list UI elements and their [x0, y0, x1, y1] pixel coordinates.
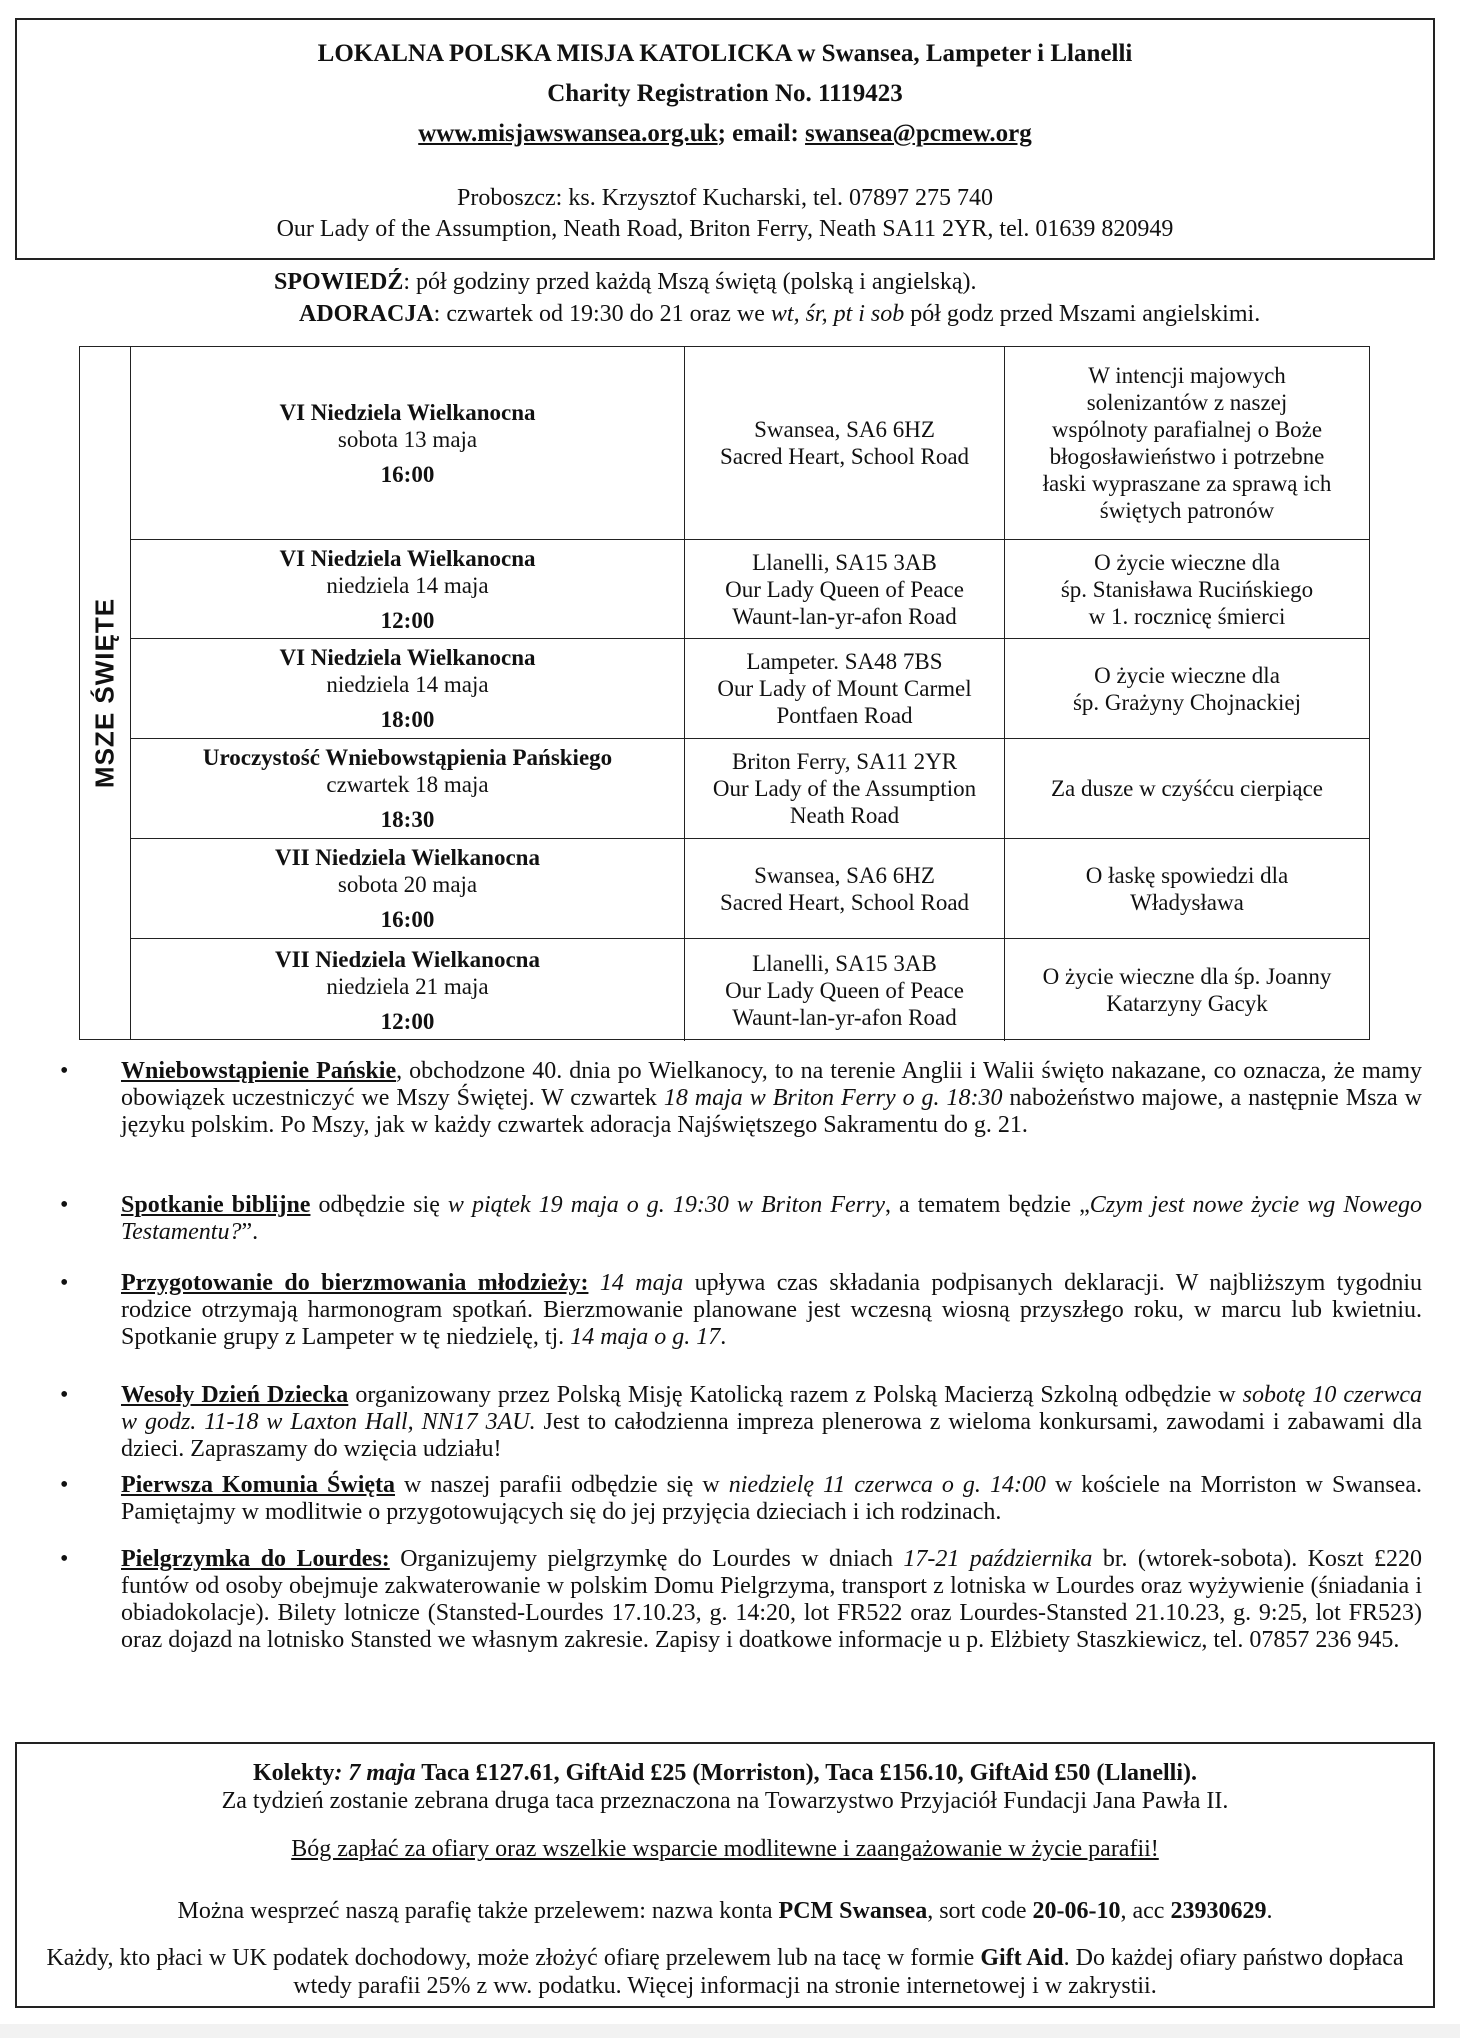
announcement-text: odbędzie się: [310, 1192, 448, 1218]
transfer-text: Można wesprzeć naszą parafię także przelewem: nazwa konta: [177, 1898, 779, 1924]
mass-place-cell: [685, 739, 1005, 838]
adoration-label: ADORACJA: [299, 301, 434, 327]
mass-side-label: MSZE ŚWIĘTE: [89, 597, 120, 789]
email-label: ; email:: [717, 120, 799, 147]
mass-intention-line: błogosławieństwo i potrzebne: [1049, 444, 1325, 469]
mass-date: czwartek 18 maja: [326, 772, 489, 797]
mass-event-cell: [131, 639, 685, 738]
mass-place-line: Our Lady of Mount Carmel: [717, 676, 972, 701]
mass-row: [131, 639, 1369, 739]
mass-intention-line: Za dusze w czyśćcu cierpiące: [1050, 776, 1323, 801]
announcement-emphasis: 14 maja o g. 17: [570, 1324, 721, 1350]
mass-intention-line: solenizantów z naszej: [1086, 390, 1288, 415]
mass-side-column: [80, 347, 131, 1039]
announcement-emphasis: w piątek 19 maja o g. 19:30 w Briton Ferry: [447, 1192, 885, 1218]
announcement-text: w naszej parafii odbędzie się w: [395, 1472, 729, 1498]
mass-place-line: Sacred Heart, School Road: [719, 444, 970, 469]
mass-event-cell: [131, 739, 685, 838]
thanks-note: Bóg zapłać za ofiary oraz wszelkie wsparcie modlitewne i zaangażowanie w życie parafii!: [291, 1836, 1159, 1862]
announcement-text: organizowany przez Polską Misję Katolicką razem z Polską Macierzą Szkolną odbędzie w: [348, 1382, 1243, 1408]
mass-intention-cell: [1005, 939, 1369, 1041]
transfer-text-4: .: [1266, 1898, 1273, 1924]
mass-place-cell: [685, 540, 1005, 638]
mass-place-cell: [685, 839, 1005, 938]
mass-place-line: Briton Ferry, SA11 2YR: [731, 749, 958, 774]
mass-time: 16:00: [380, 461, 435, 487]
mass-intention-line: O życie wieczne dla: [1094, 549, 1280, 575]
mass-row: [131, 839, 1369, 939]
announcement-text: , obchodzone 40. dnia po Wielkanocy, to na terenie Anglii i Walii święto nakazane, co oznacza, że mamy obowiązek uczestniczyć we Mszy Świętej. W czwartek: [121, 1058, 1423, 1111]
bank-transfer-info: [37, 1898, 1413, 1925]
mass-time: 12:00: [380, 1008, 435, 1034]
parish-address: Our Lady of the Assumption, Neath Road, Briton Ferry, Neath SA11 2YR, tel. 01639 820949: [276, 216, 1174, 242]
mass-name: VI Niedziela Wielkanocna: [279, 645, 536, 670]
mass-place-line: Waunt-lan-yr-afon Road: [732, 1004, 957, 1030]
mass-intention-line: łaski wypraszane za sprawą ich: [1042, 471, 1332, 496]
mass-place-cell: [685, 639, 1005, 738]
mass-event-cell: [131, 839, 685, 938]
mass-intention-line: świętych patronów: [1099, 498, 1275, 523]
mass-intention-line: w 1. rocznicę śmierci: [1088, 603, 1286, 629]
announcement-text: , a tematem będzie „: [885, 1192, 1090, 1218]
announcement-emphasis: sobotę 10 czerwca w godz. 11-18 w Laxton Hall, NN17 3AU.: [121, 1382, 1422, 1435]
announcement-text: upływa czas składania podpisanych deklaracji. W najbliższym tygodniu rodzice otrzymają harmonogram spotkań. Bierzmowanie planowane jest wczesną wiosną przyszłego roku, w marcu lub kwietniu. Spotkanie grupy z Lampeter w tę niedzielę, tj.: [121, 1270, 1423, 1350]
sort-code: 20-06-10: [1032, 1898, 1121, 1924]
mass-intention-cell: [1005, 540, 1369, 638]
contact-line: [17, 120, 1433, 148]
mass-place-line: Llanelli, SA15 3AB: [752, 549, 937, 575]
mass-place-line: Swansea, SA6 6HZ: [754, 417, 935, 442]
adoration-text: : czwartek od 19:30 do 21 oraz we: [433, 301, 771, 327]
bullet-icon: •: [60, 1192, 69, 1218]
mass-place-cell: [685, 939, 1005, 1041]
mass-place-line: Swansea, SA6 6HZ: [754, 862, 935, 888]
announcement-emphasis: 14 maja: [599, 1270, 684, 1296]
header-box: [15, 18, 1435, 260]
mass-date: niedziela 21 maja: [326, 973, 489, 999]
adoration-days: wt, śr, pt i sob: [770, 301, 905, 327]
mass-intention-line: Władysława: [1130, 889, 1244, 915]
mass-name: VII Niedziela Wielkanocna: [275, 946, 540, 972]
mass-schedule-table: [79, 346, 1370, 1040]
mass-place-line: Our Lady of the Assumption: [712, 776, 977, 801]
mass-row: [131, 739, 1369, 839]
mass-time: 16:00: [380, 907, 435, 932]
mass-name: VI Niedziela Wielkanocna: [279, 399, 536, 425]
gift-aid-info: [37, 1944, 1413, 2000]
giftaid-text: Każdy, kto płaci w UK podatek dochodowy, może złożyć ofiarę przelewem lub na tacę w formie: [46, 1945, 981, 1971]
confession-notice: [274, 269, 977, 296]
announcement-item: [121, 1472, 1422, 1526]
transfer-text-3: , acc: [1120, 1898, 1171, 1924]
announcement-emphasis: 18 maja w Briton Ferry o g. 18:30: [663, 1085, 1003, 1111]
announcement-item: [121, 1382, 1422, 1463]
announcement-heading: Spotkanie biblijne: [121, 1192, 311, 1218]
mass-event-cell: [131, 540, 685, 638]
mass-intention-line: Katarzyny Gacyk: [1106, 991, 1268, 1016]
mass-name: Uroczystość Wniebowstąpienia Pańskiego: [202, 745, 613, 770]
mass-place-line: Lampeter. SA48 7BS: [746, 649, 943, 674]
bullet-icon: •: [60, 1270, 69, 1296]
website-link[interactable]: www.misjawswansea.org.uk: [418, 120, 718, 147]
mass-place-line: Sacred Heart, School Road: [719, 889, 970, 915]
mission-title: LOKALNA POLSKA MISJA KATOLICKA w Swansea, Lampeter i Llanelli: [317, 40, 1133, 67]
mass-place-line: Our Lady Queen of Peace: [725, 977, 964, 1003]
mass-place-line: Neath Road: [789, 803, 900, 828]
mass-intention-line: wspólnoty parafialnej o Boże: [1051, 417, 1323, 442]
confession-label: SPOWIEDŹ: [274, 269, 404, 295]
mass-row: [131, 540, 1369, 639]
announcement-item: [121, 1058, 1422, 1139]
collection-date: : 7 maja: [334, 1760, 416, 1786]
mass-time: 18:00: [380, 707, 435, 732]
mass-intention-cell: [1005, 639, 1369, 738]
collection-label: Kolekty: [253, 1760, 335, 1786]
mass-event-cell: [131, 347, 685, 539]
adoration-notice: [299, 301, 1260, 328]
priest-info: Proboszcz: ks. Krzysztof Kucharski, tel. 07897 275 740: [457, 185, 993, 211]
announcement-text: ”.: [241, 1219, 259, 1245]
announcement-item: [121, 1192, 1422, 1246]
mass-intention-line: O życie wieczne dla: [1094, 662, 1280, 688]
giftaid-text-end: . Do każdej ofiary państwo dopłaca wtedy parafii 25% z ww. podatku. Więcej informacji na stronie internetowej i w zakrystii.: [293, 1945, 1404, 1999]
bullet-icon: •: [60, 1472, 69, 1498]
mass-name: VI Niedziela Wielkanocna: [279, 545, 536, 571]
announcement-heading: Przygotowanie do bierzmowania młodzieży:: [121, 1270, 589, 1296]
announcement-text: Jest to całodzienna impreza plenerowa z wieloma konkursami, zawodami i zabawami dla dzieci. Zapraszamy do wzięcia udziału!: [121, 1409, 1422, 1462]
charity-number: Charity Registration No. 1119423: [547, 80, 903, 107]
mass-time: 12:00: [380, 607, 435, 633]
email-link[interactable]: swansea@pcmew.org: [805, 120, 1032, 147]
announcement-emphasis: Czym jest nowe życie wg Nowego Testamentu?: [121, 1192, 1422, 1245]
announcement-text: [588, 1270, 599, 1296]
announcement-heading: Wniebowstąpienie Pańskie: [121, 1058, 397, 1084]
account-name: PCM Swansea: [778, 1898, 928, 1924]
mass-place-line: Pontfaen Road: [776, 703, 913, 728]
mass-intention-cell: [1005, 347, 1369, 539]
mass-intention-line: O łaskę spowiedzi dla: [1085, 862, 1289, 888]
announcement-heading: Wesoły Dzień Dziecka: [121, 1382, 349, 1408]
announcement-item: [121, 1546, 1422, 1654]
page-bottom-strip: [0, 2024, 1460, 2038]
second-collection: Za tydzień zostanie zebrana druga taca przeznaczona na Towarzystwo Przyjaciół Fundacji Jana Pawła II.: [221, 1788, 1229, 1814]
transfer-text-2: , sort code: [927, 1898, 1033, 1924]
announcement-text: Organizujemy pielgrzymkę do Lourdes w dniach: [389, 1546, 904, 1572]
mass-name: VII Niedziela Wielkanocna: [275, 845, 540, 870]
mass-place-line: Waunt-lan-yr-afon Road: [732, 603, 957, 629]
adoration-text-end: pół godz przed Mszami angielskimi.: [904, 301, 1261, 327]
announcement-text: nabożeństwo majowe, a następnie Msza w języku polskim. Po Mszy, jak w każdy czwartek adoracja Najświętszego Sakramentu do g. 21.: [121, 1085, 1422, 1138]
mass-intention-line: O życie wieczne dla śp. Joanny: [1042, 964, 1332, 989]
bullet-icon: •: [60, 1382, 69, 1408]
confession-text: : pół godziny przed każdą Mszą świętą (polską i angielską).: [403, 269, 977, 295]
announcement-heading: Pierwsza Komunia Święta: [121, 1472, 396, 1498]
bullet-icon: •: [60, 1546, 69, 1572]
mass-place-line: Llanelli, SA15 3AB: [752, 950, 937, 976]
footer-box: [15, 1742, 1435, 2008]
announcement-emphasis: 17-21 października: [903, 1546, 1093, 1572]
mass-row: [131, 939, 1369, 1041]
mass-event-cell: [131, 939, 685, 1041]
mass-row: [131, 347, 1369, 540]
mass-intention-cell: [1005, 739, 1369, 838]
mass-date: sobota 13 maja: [337, 426, 478, 452]
account-number: 23930629: [1170, 1898, 1267, 1924]
announcement-text: w kościele na Morriston w Swansea. Pamiętajmy w modlitwie o przygotowujących się do jej przyjęcia dzieciach i ich rodzinach.: [121, 1472, 1422, 1525]
mass-intention-line: śp. Grażyny Chojnackiej: [1072, 689, 1302, 715]
announcement-heading: Pielgrzymka do Lourdes:: [121, 1546, 390, 1572]
announcement-text: br. (wtorek-sobota). Koszt £220 funtów od osoby obejmuje zakwaterowanie w polskim Domu Pielgrzyma, transport z lotniska w Lourdes oraz wyżywienie (śniadania i obiadokolacje). Bilety lotnicze (Stansted-Lourdes 17.10.23, g. 14:20, lot FR522 oraz Lourdes-Stansted 21.10.23, g. 9:25, lot FR523) oraz dojazd na lotnisko Stansted we własnym zakresie. Zapisy i doatkowe informacje u p. Elżbiety Staszkiewicz, tel. 07857 236 945.: [121, 1546, 1422, 1653]
announcement-emphasis: niedzielę 11 czerwca o g. 14:00: [728, 1472, 1046, 1498]
announcement-item: [121, 1270, 1422, 1351]
mass-place-cell: [685, 347, 1005, 539]
mass-intention-cell: [1005, 839, 1369, 938]
mass-date: niedziela 14 maja: [326, 672, 489, 697]
giftaid-label: Gift Aid: [980, 1945, 1064, 1971]
mass-date: niedziela 14 maja: [326, 572, 489, 598]
mass-time: 18:30: [380, 807, 435, 832]
mass-intention-line: W intencji majowych: [1088, 363, 1286, 388]
collection-summary: [37, 1760, 1413, 1787]
mass-date: sobota 20 maja: [337, 872, 478, 897]
mass-intention-line: śp. Stanisława Rucińskiego: [1060, 576, 1314, 602]
collection-amounts: Taca £127.61, GiftAid £25 (Morriston), Taca £156.10, GiftAid £50 (Llanelli).: [415, 1760, 1197, 1786]
announcement-text: .: [720, 1324, 727, 1350]
mass-place-line: Our Lady Queen of Peace: [725, 576, 964, 602]
bullet-icon: •: [60, 1058, 69, 1084]
